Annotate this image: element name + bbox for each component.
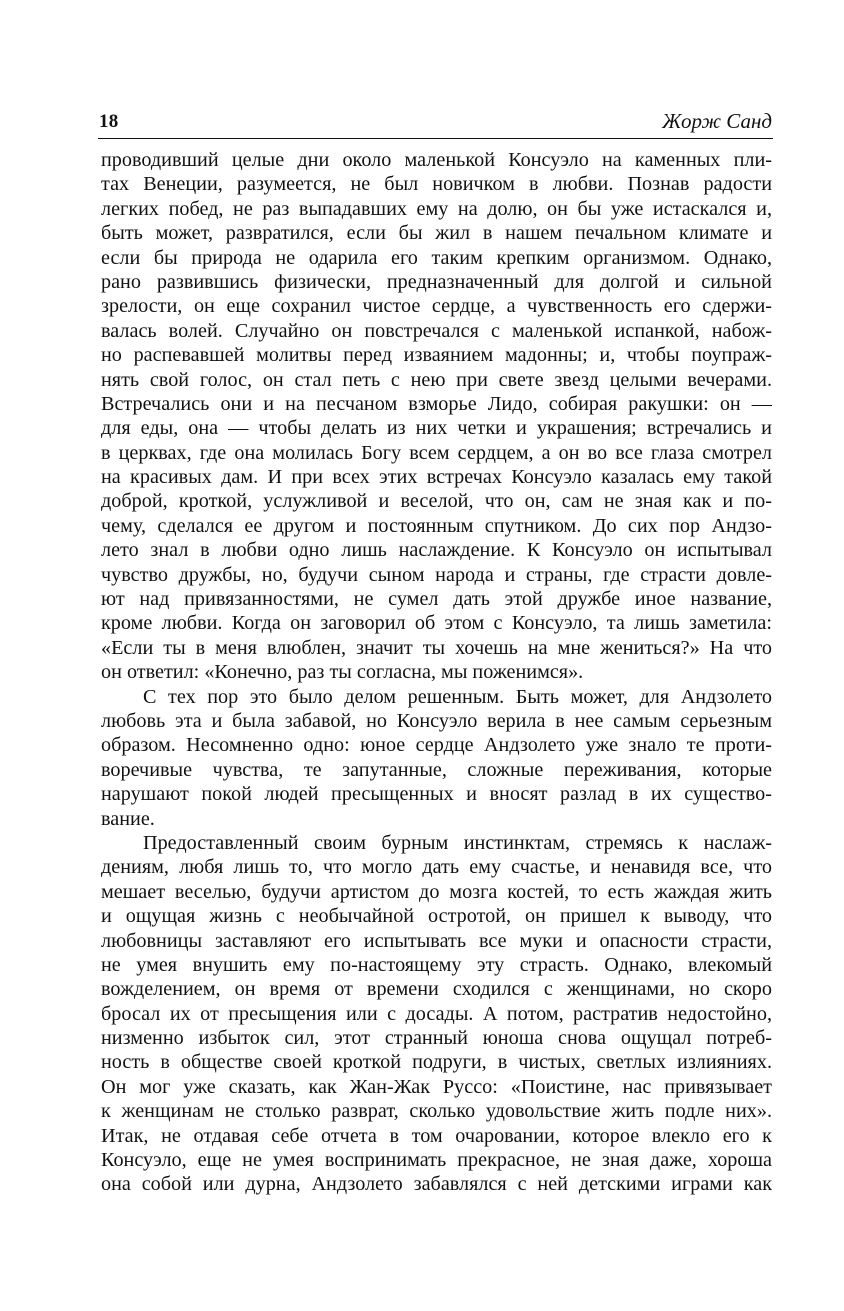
text-line: С тех пор это было делом решенным. Быть может, для Андзолето bbox=[143, 685, 772, 708]
text-line: валась волей. Случайно он повстречался с маленькой испанкой, набож- bbox=[101, 319, 772, 342]
text-line: если бы природа не одарила его таким крепким организмом. Однако, bbox=[101, 246, 772, 269]
text-line: проводивший целые дни около маленькой Консуэло на каменных пли- bbox=[101, 149, 772, 171]
text-line: но распевавшей молитвы перед изваянием мадонны; и, чтобы поупраж- bbox=[101, 344, 772, 367]
text-line: кроме любви. Когда он заговорил об этом с Консуэло, та лишь заметила: bbox=[101, 612, 772, 635]
page-number: 18 bbox=[99, 111, 119, 132]
text-line: доброй, кроткой, услужливой и веселой, что он, сам не зная как и по- bbox=[101, 490, 772, 513]
header-rule bbox=[98, 138, 773, 139]
text-line: Предоставленный своим бурным инстинктам, стремясь к наслаж- bbox=[143, 831, 772, 854]
running-head-author: Жорж Санд bbox=[662, 109, 772, 133]
text-line: образом. Несомненно одно: юное сердце Андзолето уже знало те проти- bbox=[101, 734, 772, 757]
text-line: чему, сделался ее другом и постоянным спутником. До сих пор Андзо- bbox=[101, 514, 772, 537]
text-line: Итак, не отдавая себе отчета в том очаровании, которое влекло его к bbox=[101, 1124, 772, 1147]
text-line: Консуэло, еще не умея воспринимать прекрасное, не зная даже, хороша bbox=[101, 1149, 772, 1172]
text-line: Он мог уже сказать, как Жан-Жак Руссо: «Поистине, нас привязывает bbox=[101, 1075, 772, 1098]
text-line: бросал их от пресыщения или с досады. А потом, растратив недостойно, bbox=[101, 1002, 772, 1025]
text-line: нять свой голос, он стал петь с нею при свете звезд целыми вечерами. bbox=[101, 368, 772, 391]
text-line: не умея внушить ему по-настоящему эту страсть. Однако, влекомый bbox=[101, 953, 772, 976]
text-line: рано развившись физически, предназначенный для долгой и сильной bbox=[101, 270, 772, 293]
text-line: зрелости, он еще сохранил чистое сердце, а чувственность его сдержи- bbox=[101, 295, 772, 318]
text-line: на красивых дам. И при всех этих встречах Консуэло казалась ему такой bbox=[101, 466, 772, 489]
text-line: мешает веселью, будучи артистом до мозга костей, то есть жаждая жить bbox=[101, 880, 772, 903]
text-line: вожделением, он время от времени сходился с женщинами, но скоро bbox=[101, 978, 772, 1001]
paragraph bbox=[101, 831, 772, 1197]
text-line: лето знал в любви одно лишь наслаждение. К Консуэло он испытывал bbox=[101, 539, 772, 562]
text-line: быть может, развратился, если бы жил в нашем печальном климате и bbox=[101, 222, 772, 245]
text-line: легких побед, не раз выпадавших ему на долю, он бы уже истаскался и, bbox=[101, 197, 772, 220]
text-line: она собой или дурна, Андзолето забавлялся с ней детскими играми как bbox=[101, 1173, 772, 1196]
paragraph bbox=[101, 148, 772, 685]
text-line: дениям, любя лишь то, что могло дать ему счастье, и ненавидя все, что bbox=[101, 856, 772, 879]
text-line: ют над привязанностями, не сумел дать этой дружбе иное название, bbox=[101, 588, 772, 611]
text-line: ность в обществе своей кроткой подруги, в чистых, светлых излияниях. bbox=[101, 1051, 772, 1074]
text-line: в церквах, где она молилась Богу всем сердцем, а он во все глаза смотрел bbox=[101, 441, 772, 464]
text-line: чувство дружбы, но, будучи сыном народа и страны, где страсти довле- bbox=[101, 563, 772, 586]
text-line: «Если ты в меня влюблен, значит ты хочешь на мне жениться?» На что bbox=[101, 636, 772, 659]
text-line: тах Венеции, разумеется, не был новичком в любви. Познав радости bbox=[101, 173, 772, 196]
text-line: нарушают покой людей пресыщенных и вносят разлад в их существо- bbox=[101, 783, 772, 806]
text-line: и ощущая жизнь с необычайной остротой, он пришел к выводу, что bbox=[101, 905, 772, 928]
paragraph bbox=[101, 685, 772, 831]
body-text bbox=[101, 148, 772, 1197]
text-line: низменно избыток сил, этот странный юноша снова ощущал потреб- bbox=[101, 1027, 772, 1050]
text-line: он ответил: «Конечно, раз ты согласна, мы поженимся». bbox=[101, 661, 584, 684]
text-line: любовь эта и была забавой, но Консуэло верила в нее самым серьезным bbox=[101, 709, 772, 732]
text-line: воречивые чувства, те запутанные, сложные переживания, которые bbox=[101, 758, 772, 781]
text-line: вание. bbox=[101, 807, 155, 830]
page-header bbox=[99, 107, 772, 139]
text-line: любовницы заставляют его испытывать все муки и опасности страсти, bbox=[101, 929, 772, 952]
text-line: к женщинам не столько разврат, сколько удовольствие жить подле них». bbox=[101, 1100, 772, 1123]
text-line: для еды, она — чтобы делать из них четки и украшения; встречались и bbox=[101, 417, 772, 440]
text-line: Встречались они и на песчаном взморье Лидо, собирая ракушки: он — bbox=[101, 392, 772, 415]
